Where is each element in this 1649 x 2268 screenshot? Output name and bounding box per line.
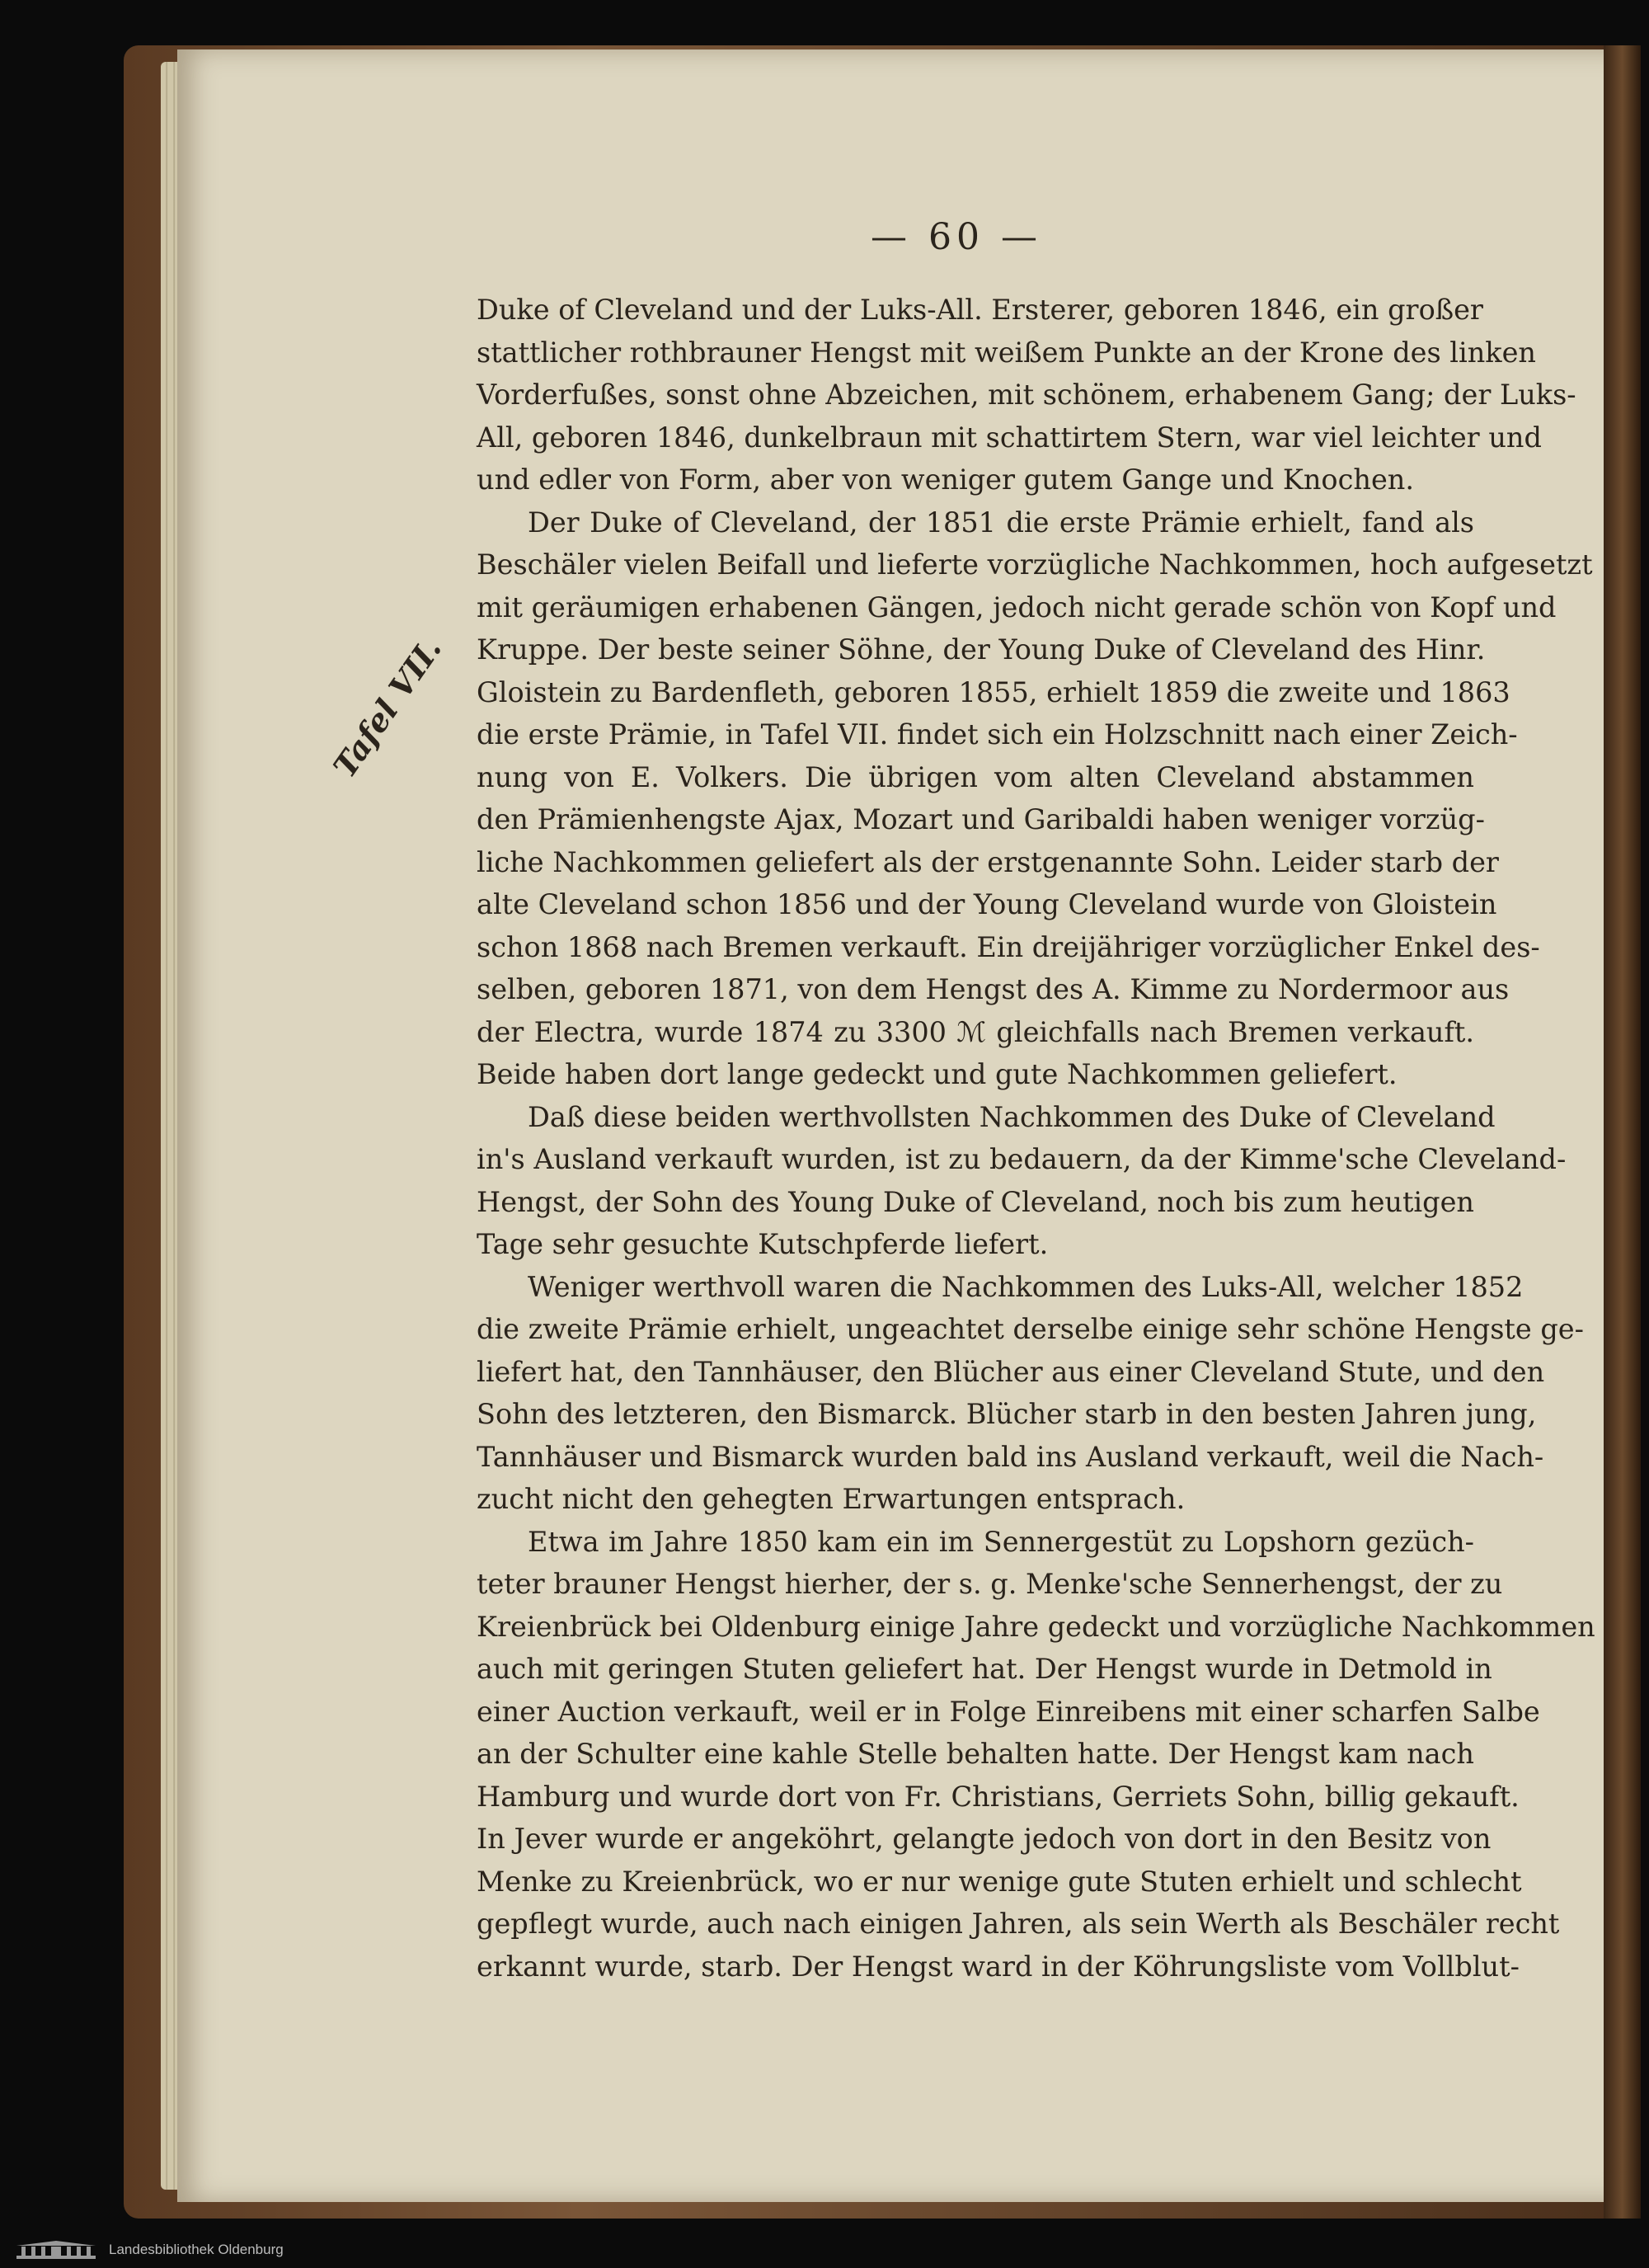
footer-library-name: Landesbibliothek Oldenburg bbox=[109, 2242, 284, 2257]
text-line: Tannhäuser und Bismarck wurden bald ins Ausland verkauft, weil die Nach- bbox=[477, 1440, 1544, 1473]
text-line: Daß diese beiden werthvollsten Nachkommen des Duke of Cleveland bbox=[528, 1100, 1496, 1133]
text-line: Hamburg und wurde dort von Fr. Christians, Gerriets Sohn, billig gekauft. bbox=[477, 1780, 1520, 1813]
paragraph bbox=[477, 1096, 1567, 1266]
text-line: stattlicher rothbrauner Hengst mit weißem Punkte an der Krone des linken bbox=[477, 336, 1537, 369]
text-line: Beschäler vielen Beifall und lieferte vorzügliche Nachkommen, hoch aufgesetzt bbox=[477, 548, 1593, 581]
marginal-note: Tafel VII. bbox=[326, 630, 449, 784]
text-line: selben, geboren 1871, von dem Hengst des A. Kimme zu Nordermoor aus bbox=[477, 973, 1510, 1005]
text-line: mit geräumigen erhabenen Gängen, jedoch nicht gerade schön von Kopf und bbox=[477, 591, 1557, 623]
text-line: Vorderfußes, sonst ohne Abzeichen, mit schönem, erhabenem Gang; der Luks- bbox=[477, 379, 1576, 411]
paragraph bbox=[477, 1521, 1595, 1988]
text-line: alte Cleveland schon 1856 und der Young Cleveland wurde von Gloistein bbox=[477, 888, 1497, 920]
text-line: Duke of Cleveland und der Luks-All. Ersterer, geboren 1846, ein großer bbox=[477, 294, 1483, 326]
library-building-icon bbox=[15, 2239, 97, 2261]
footer-bar bbox=[0, 2235, 1649, 2268]
text-line: der Electra, wurde 1874 zu 3300 ℳ gleichfalls nach Bremen verkauft. bbox=[477, 1015, 1474, 1048]
text-line: All, geboren 1846, dunkelbraun mit schattirtem Stern, war viel leichter und bbox=[477, 421, 1542, 454]
text-line: Kruppe. Der beste seiner Söhne, der Young Duke of Cleveland des Hinr. bbox=[477, 633, 1486, 666]
text-line: einer Auction verkauft, weil er in Folge Einreibens mit einer scharfen Salbe bbox=[477, 1695, 1540, 1728]
text-line: liefert hat, den Tannhäuser, den Blücher aus einer Cleveland Stute, und den bbox=[477, 1355, 1545, 1388]
text-line: Sohn des letzteren, den Bismarck. Blücher starb in den besten Jahren jung, bbox=[477, 1398, 1537, 1430]
text-line: Kreienbrück bei Oldenburg einige Jahre gedeckt und vorzügliche Nachkommen bbox=[477, 1610, 1595, 1643]
text-line: die zweite Prämie erhielt, ungeachtet derselbe einige sehr schöne Hengste ge- bbox=[477, 1313, 1584, 1345]
text-line: Gloistein zu Bardenfleth, geboren 1855, erhielt 1859 die zweite und 1863 bbox=[477, 675, 1510, 708]
text-line: Beide haben dort lange gedeckt und gute Nachkommen geliefert. bbox=[477, 1058, 1398, 1090]
text-line: Hengst, der Sohn des Young Duke of Cleveland, noch bis zum heutigen bbox=[477, 1185, 1474, 1218]
text-line: die erste Prämie, in Tafel VII. findet sich ein Holzschnitt nach einer Zeich- bbox=[477, 718, 1518, 751]
text-line: an der Schulter eine kahle Stelle behalten hatte. Der Hengst kam nach bbox=[477, 1738, 1474, 1770]
paragraph bbox=[477, 501, 1593, 1096]
paragraph bbox=[477, 289, 1576, 501]
text-line: auch mit geringen Stuten geliefert hat. Der Hengst wurde in Detmold in bbox=[477, 1653, 1492, 1685]
body-text bbox=[477, 289, 1595, 1988]
text-line: Tage sehr gesuchte Kutschpferde liefert. bbox=[477, 1228, 1049, 1260]
book-spine bbox=[1604, 45, 1641, 2219]
text-line: schon 1868 nach Bremen verkauft. Ein dreijähriger vorzüglicher Enkel des- bbox=[477, 930, 1540, 963]
text-line: Weniger werthvoll waren die Nachkommen des Luks-All, welcher 1852 bbox=[528, 1270, 1524, 1303]
text-line: und edler von Form, aber von weniger gutem Gange und Knochen. bbox=[477, 463, 1414, 496]
text-line: Der Duke of Cleveland, der 1851 die erste Prämie erhielt, fand als bbox=[528, 506, 1474, 539]
text-line: Menke zu Kreienbrück, wo er nur wenige gute Stuten erhielt und schlecht bbox=[477, 1865, 1522, 1898]
text-line: nung von E. Volkers. Die übrigen vom alten Cleveland abstammen bbox=[477, 760, 1474, 793]
text-line: In Jever wurde er angeköhrt, gelangte jedoch von dort in den Besitz von bbox=[477, 1823, 1492, 1855]
text-line: den Prämienhengste Ajax, Mozart und Garibaldi haben weniger vorzüg- bbox=[477, 803, 1485, 835]
text-line: zucht nicht den gehegten Erwartungen entsprach. bbox=[477, 1483, 1186, 1515]
text-line: in's Ausland verkauft wurden, ist zu bedauern, da der Kimme'sche Cleveland- bbox=[477, 1143, 1567, 1175]
text-line: erkannt wurde, starb. Der Hengst ward in der Köhrungsliste vom Vollblut- bbox=[477, 1950, 1520, 1983]
paragraph bbox=[477, 1266, 1584, 1521]
text-line: teter brauner Hengst hierher, der s. g. Menke'sche Sennerhengst, der zu bbox=[477, 1568, 1503, 1600]
text-line: gepflegt wurde, auch nach einigen Jahren, als sein Werth als Beschäler recht bbox=[477, 1908, 1560, 1940]
page-number: — 60 — bbox=[871, 216, 1042, 258]
text-line: liche Nachkommen geliefert als der erstgenannte Sohn. Leider starb der bbox=[477, 845, 1499, 878]
text-line: Etwa im Jahre 1850 kam ein im Sennergestüt zu Lopshorn gezüch- bbox=[528, 1525, 1474, 1558]
